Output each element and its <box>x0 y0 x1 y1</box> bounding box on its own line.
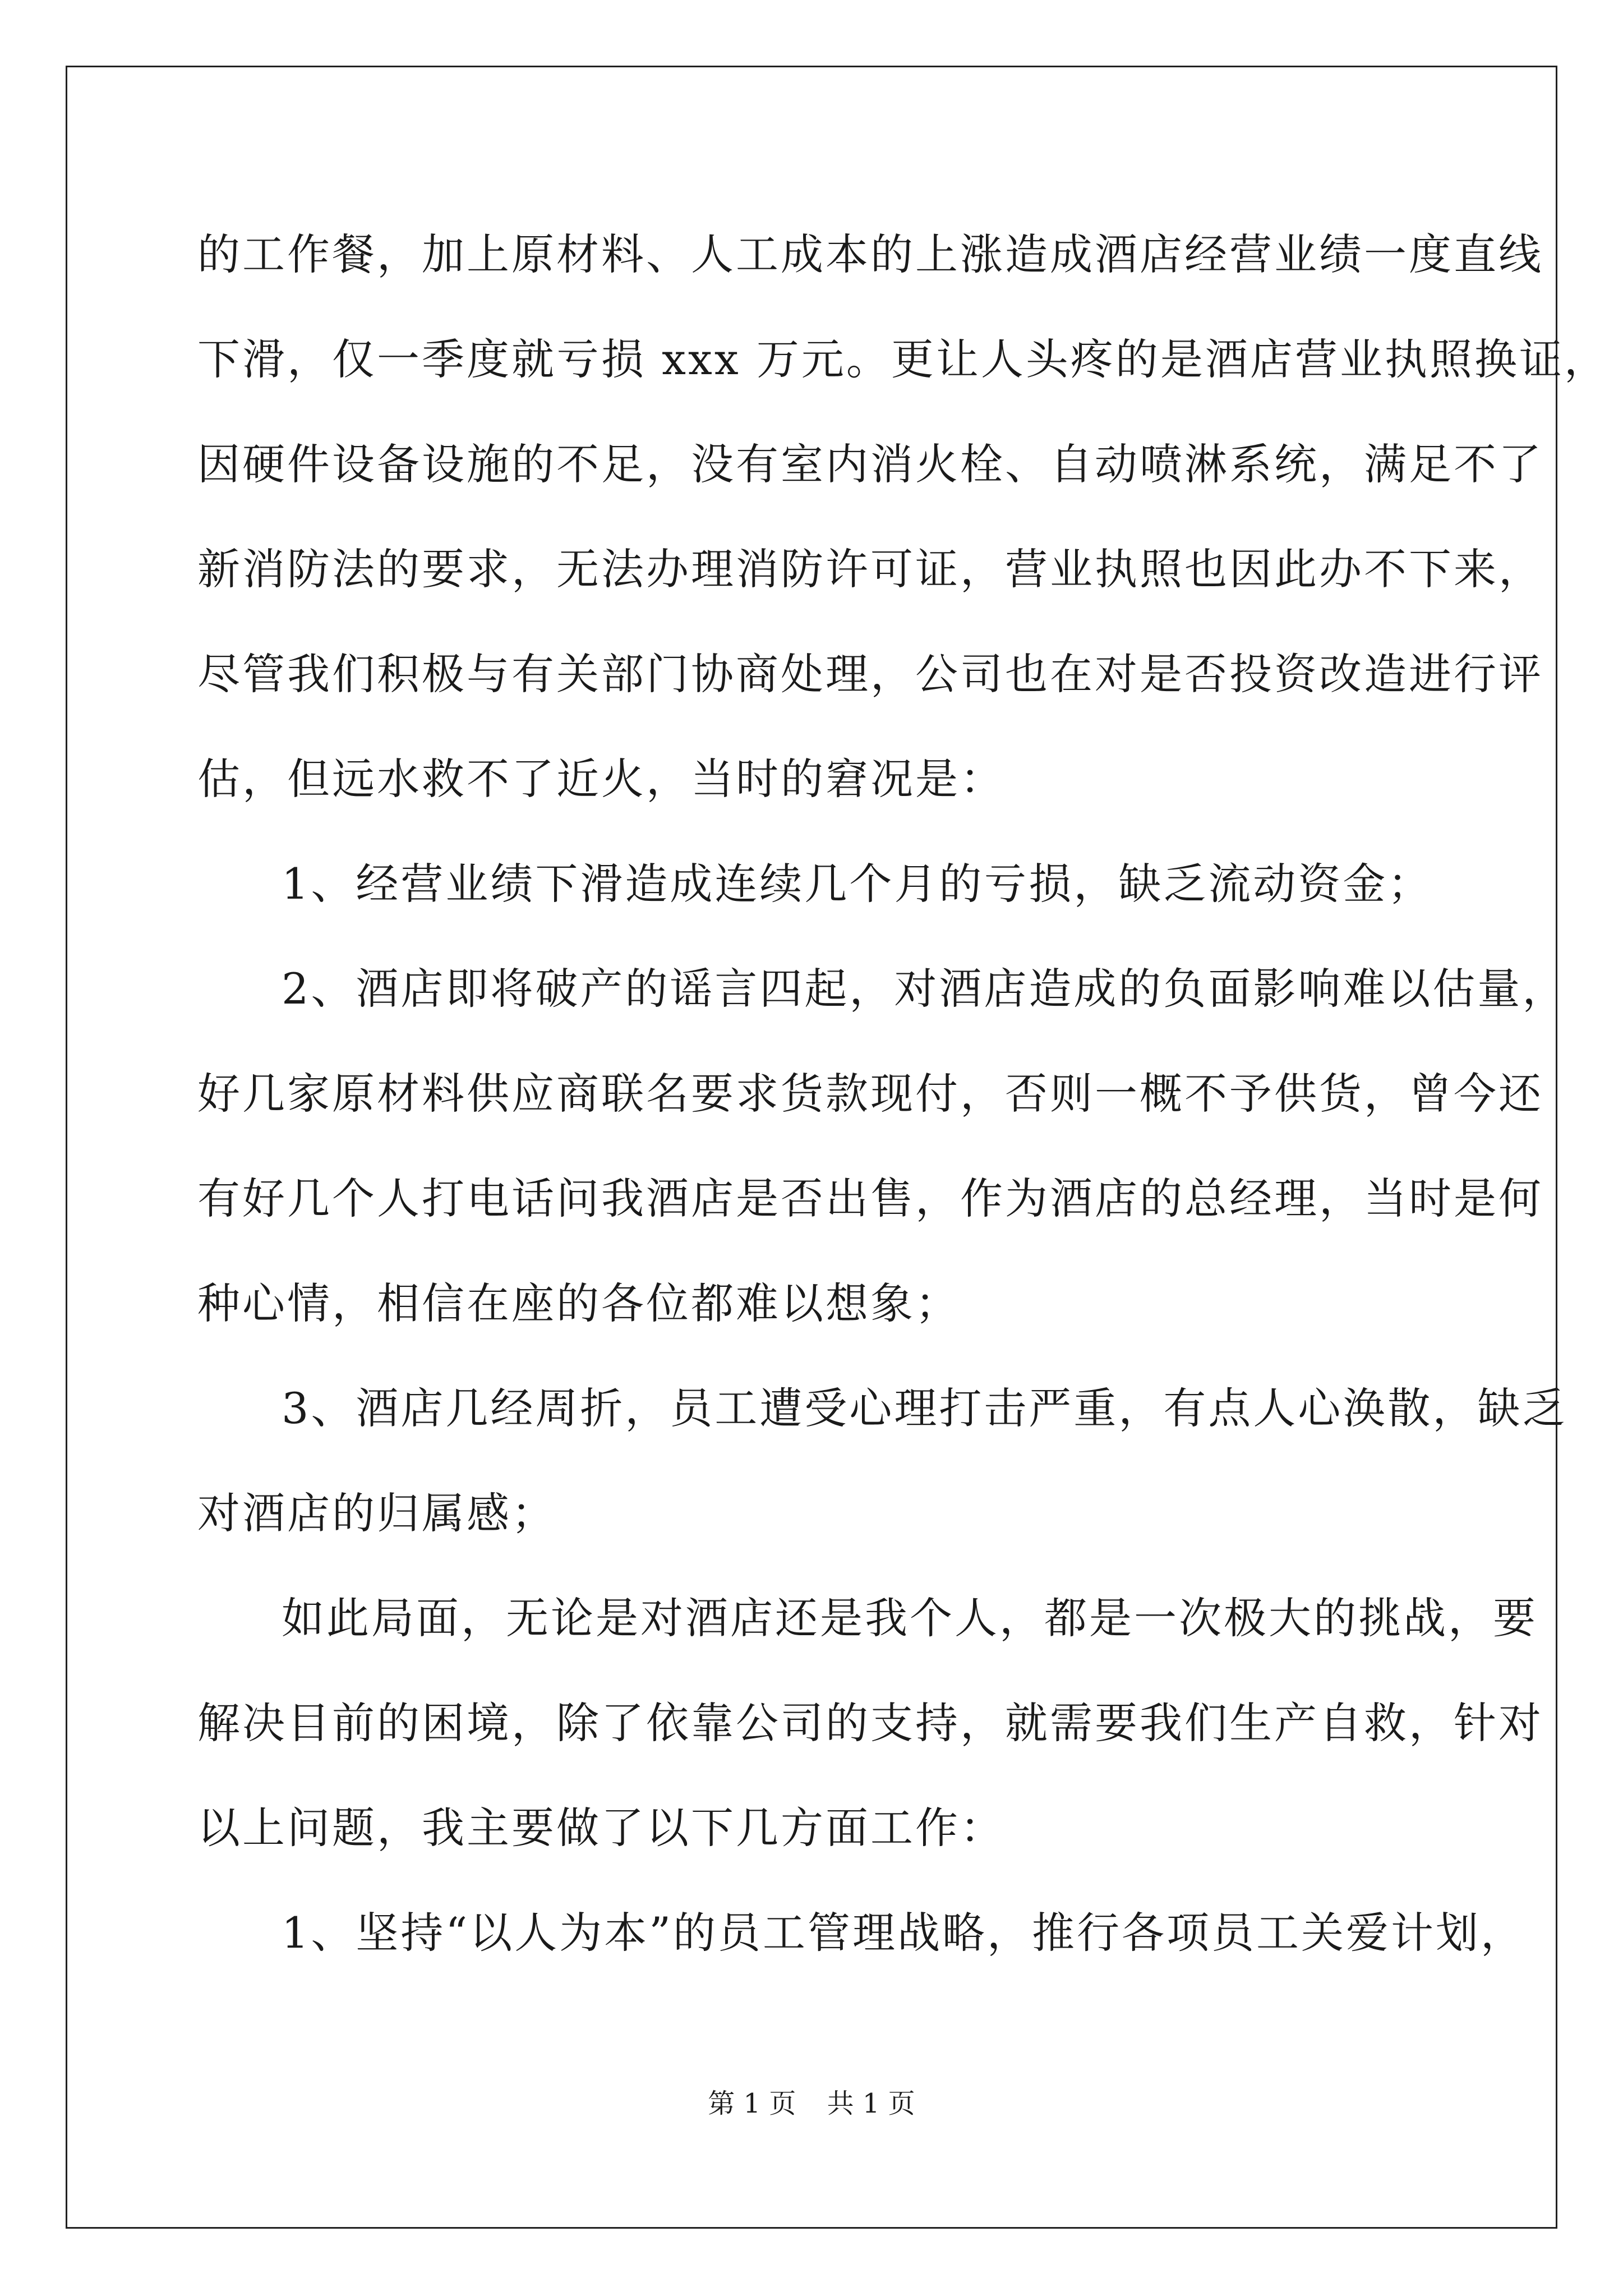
text-line: 下滑，仅一季度就亏损 xxx 万元。更让人头疼的是酒店营业执照换证， <box>197 334 1609 384</box>
text-line: 因硬件设备设施的不足，没有室内消火栓、自动喷淋系统，满足不了 <box>197 439 1543 489</box>
text-line: 有好几个人打电话问我酒店是否出售，作为酒店的总经理，当时是何 <box>197 1174 1543 1223</box>
text-line: 尽管我们积极与有关部门协商处理，公司也在对是否投资改造进行评 <box>197 649 1543 699</box>
list-item-line: 2、酒店即将破产的谣言四起，对酒店造成的负面影响难以估量， <box>282 964 1567 1014</box>
page-number: 第 1 页 <box>708 2088 796 2119</box>
text-line: 的工作餐，加上原材料、人工成本的上涨造成酒店经营业绩一度直线 <box>197 229 1543 279</box>
document-body <box>197 202 1609 1985</box>
text-line: 新消防法的要求，无法办理消防许可证，营业执照也因此办不下来， <box>197 544 1543 594</box>
text-line: 估，但远水救不了近火，当时的窘况是： <box>197 754 1005 804</box>
paragraph-start-line: 如此局面，无论是对酒店还是我个人，都是一次极大的挑战，要 <box>282 1593 1538 1643</box>
text-line: 以上问题，我主要做了以下几方面工作： <box>197 1803 1005 1853</box>
list-item-line: 3、酒店几经周折，员工遭受心理打击严重，有点人心涣散，缺乏 <box>282 1383 1567 1433</box>
text-line: 种心情，相信在座的各位都难以想象； <box>197 1278 960 1328</box>
text-line: 解决目前的困境，除了依靠公司的支持，就需要我们生产自救，针对 <box>197 1698 1543 1748</box>
page-footer <box>0 2087 1623 2120</box>
text-line: 对酒店的归属感； <box>197 1488 556 1538</box>
page-total: 共 1 页 <box>827 2088 915 2119</box>
list-item-line: 1、经营业绩下滑造成连续几个月的亏损，缺乏流动资金； <box>282 859 1433 909</box>
text-line: 好几家原材料供应商联名要求货款现付，否则一概不予供货，曾今还 <box>197 1069 1543 1119</box>
list-item-line: 1、坚持“以人为本”的员工管理战略，推行各项员工关爱计划， <box>282 1908 1526 1958</box>
